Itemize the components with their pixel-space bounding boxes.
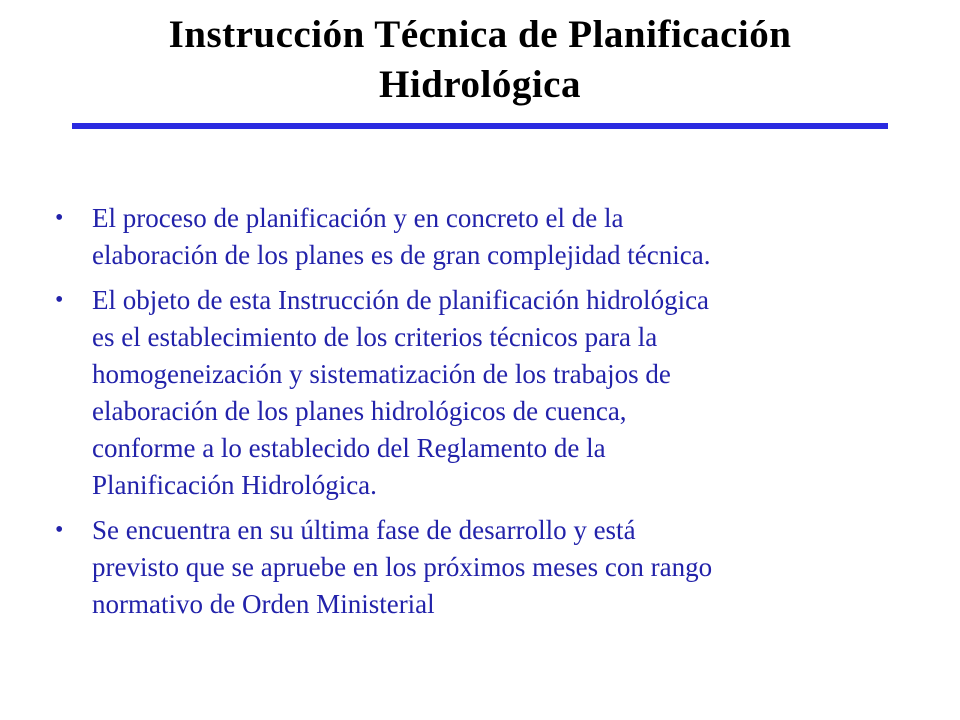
bullet-icon: • xyxy=(55,205,64,231)
title-line-1: Instrucción Técnica de Planificación xyxy=(168,13,792,56)
bullet-line: es el establecimiento de los criterios técnicos para la xyxy=(92,322,658,352)
bullet-line: normativo de Orden Ministerial xyxy=(92,589,435,619)
slide-title xyxy=(40,10,920,110)
bullet-line: conforme a lo establecido del Reglamento de la xyxy=(92,433,606,463)
bullet-line: El proceso de planificación y en concreto el de la xyxy=(92,203,624,233)
title-line-2: Hidrológica xyxy=(379,63,581,106)
bullet-icon: • xyxy=(55,287,64,313)
bullet-line: homogeneización y sistematización de los trabajos de xyxy=(92,359,671,389)
bullet-line: Planificación Hidrológica. xyxy=(92,470,377,500)
bullet-icon: • xyxy=(55,517,64,543)
bullet-item-3 xyxy=(55,512,925,623)
bullet-line: previsto que se apruebe en los próximos meses con rango xyxy=(92,552,713,582)
bullet-line: elaboración de los planes es de gran complejidad técnica. xyxy=(92,240,711,270)
bullet-list xyxy=(55,200,925,631)
bullet-item-2 xyxy=(55,282,925,504)
bullet-line: elaboración de los planes hidrológicos de cuenca, xyxy=(92,396,627,426)
bullet-line: El objeto de esta Instrucción de planificación hidrológica xyxy=(92,285,710,315)
title-underline xyxy=(72,123,888,129)
bullet-line: Se encuentra en su última fase de desarrollo y está xyxy=(92,515,636,545)
bullet-item-1 xyxy=(55,200,925,274)
